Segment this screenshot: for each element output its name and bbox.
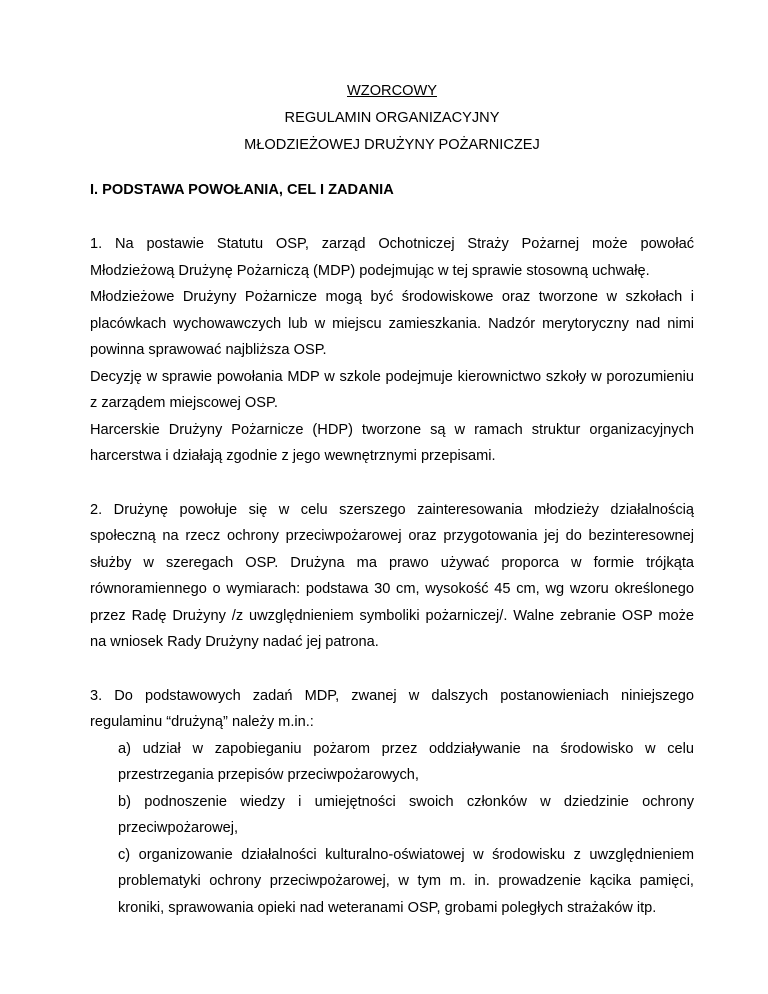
paragraph-3-intro: 3. Do podstawowych zadań MDP, zwanej w dalszych postanowieniach niniejszego regulaminu “drużyną” należy m.in.:: [90, 687, 694, 730]
paragraph-2-text: 2. Drużynę powołuje się w celu szerszego zainteresowania młodzieży działalnością społeczną na rzecz ochrony przeciwpożarowej oraz przygotowania jej do bezinteresownej służby w szeregach OSP. Drużyna ma prawo używać proporca w formie trójkąta równoramiennego o wymiarach: podstawa 30 cm, wysokość 45 cm, wg wzoru określonego przez Radę Drużyny /z uwzględnieniem symboliki pożarniczej/. Walne zebranie OSP może na wniosek Rady Drużyny nadać jej patrona.: [90, 501, 694, 650]
document-page: [90, 78, 694, 921]
section-heading: I. PODSTAWA POWOŁANIA, CEL I ZADANIA: [90, 182, 394, 198]
paragraph-1: [90, 231, 694, 470]
list-item: b) podnoszenie wiedzy i umiejętności swoich członków w dziedzinie ochrony przeciwpożarowej,: [118, 793, 694, 836]
task-list: [90, 736, 694, 922]
title-line-3: MŁODZIEŻOWEJ DRUŻYNY POŻARNICZEJ: [244, 137, 540, 153]
paragraph-1-text-4: Harcerskie Drużyny Pożarnicze (HDP) tworzone są w ramach struktur organizacyjnych harcerstwa i działają zgodnie z jego wewnętrznymi przepisami.: [90, 421, 694, 464]
paragraph-3: [90, 683, 694, 922]
paragraph-1-text-1: 1. Na postawie Statutu OSP, zarząd Ochotniczej Straży Pożarnej może powołać Młodzieżową Drużynę Pożarniczą (MDP) podejmując w tej sprawie stosowną uchwałę.: [90, 236, 694, 279]
title-line-1: WZORCOWY: [347, 83, 437, 99]
paragraph-1-text-3: Decyzję w sprawie powołania MDP w szkole podejmuje kierownictwo szkoły w porozumieniu z zarządem miejscowej OSP.: [90, 368, 694, 411]
list-item: a) udział w zapobieganiu pożarom przez oddziaływanie na środowisko w celu przestrzegania przepisów przeciwpożarowych,: [118, 740, 694, 783]
paragraph-1-text-2: Młodzieżowe Drużyny Pożarnicze mogą być środowiskowe oraz tworzone w szkołach i placówkach wychowawczych lub w miejscu zamieszkania. Nadzór merytoryczny nad nimi powinna sprawować najbliższa OSP.: [90, 289, 694, 358]
list-item: c) organizowanie działalności kulturalno-oświatowej w środowisku z uwzględnieniem problematyki ochrony przeciwpożarowej, w tym m. in. prowadzenie kącika pamięci, kroniki, sprawowania opieki nad weteranami OSP, grobami poległych strażaków itp.: [118, 846, 694, 916]
title-line-2: REGULAMIN ORGANIZACYJNY: [284, 110, 500, 126]
paragraph-2: [90, 497, 694, 656]
document-title: [90, 78, 694, 159]
